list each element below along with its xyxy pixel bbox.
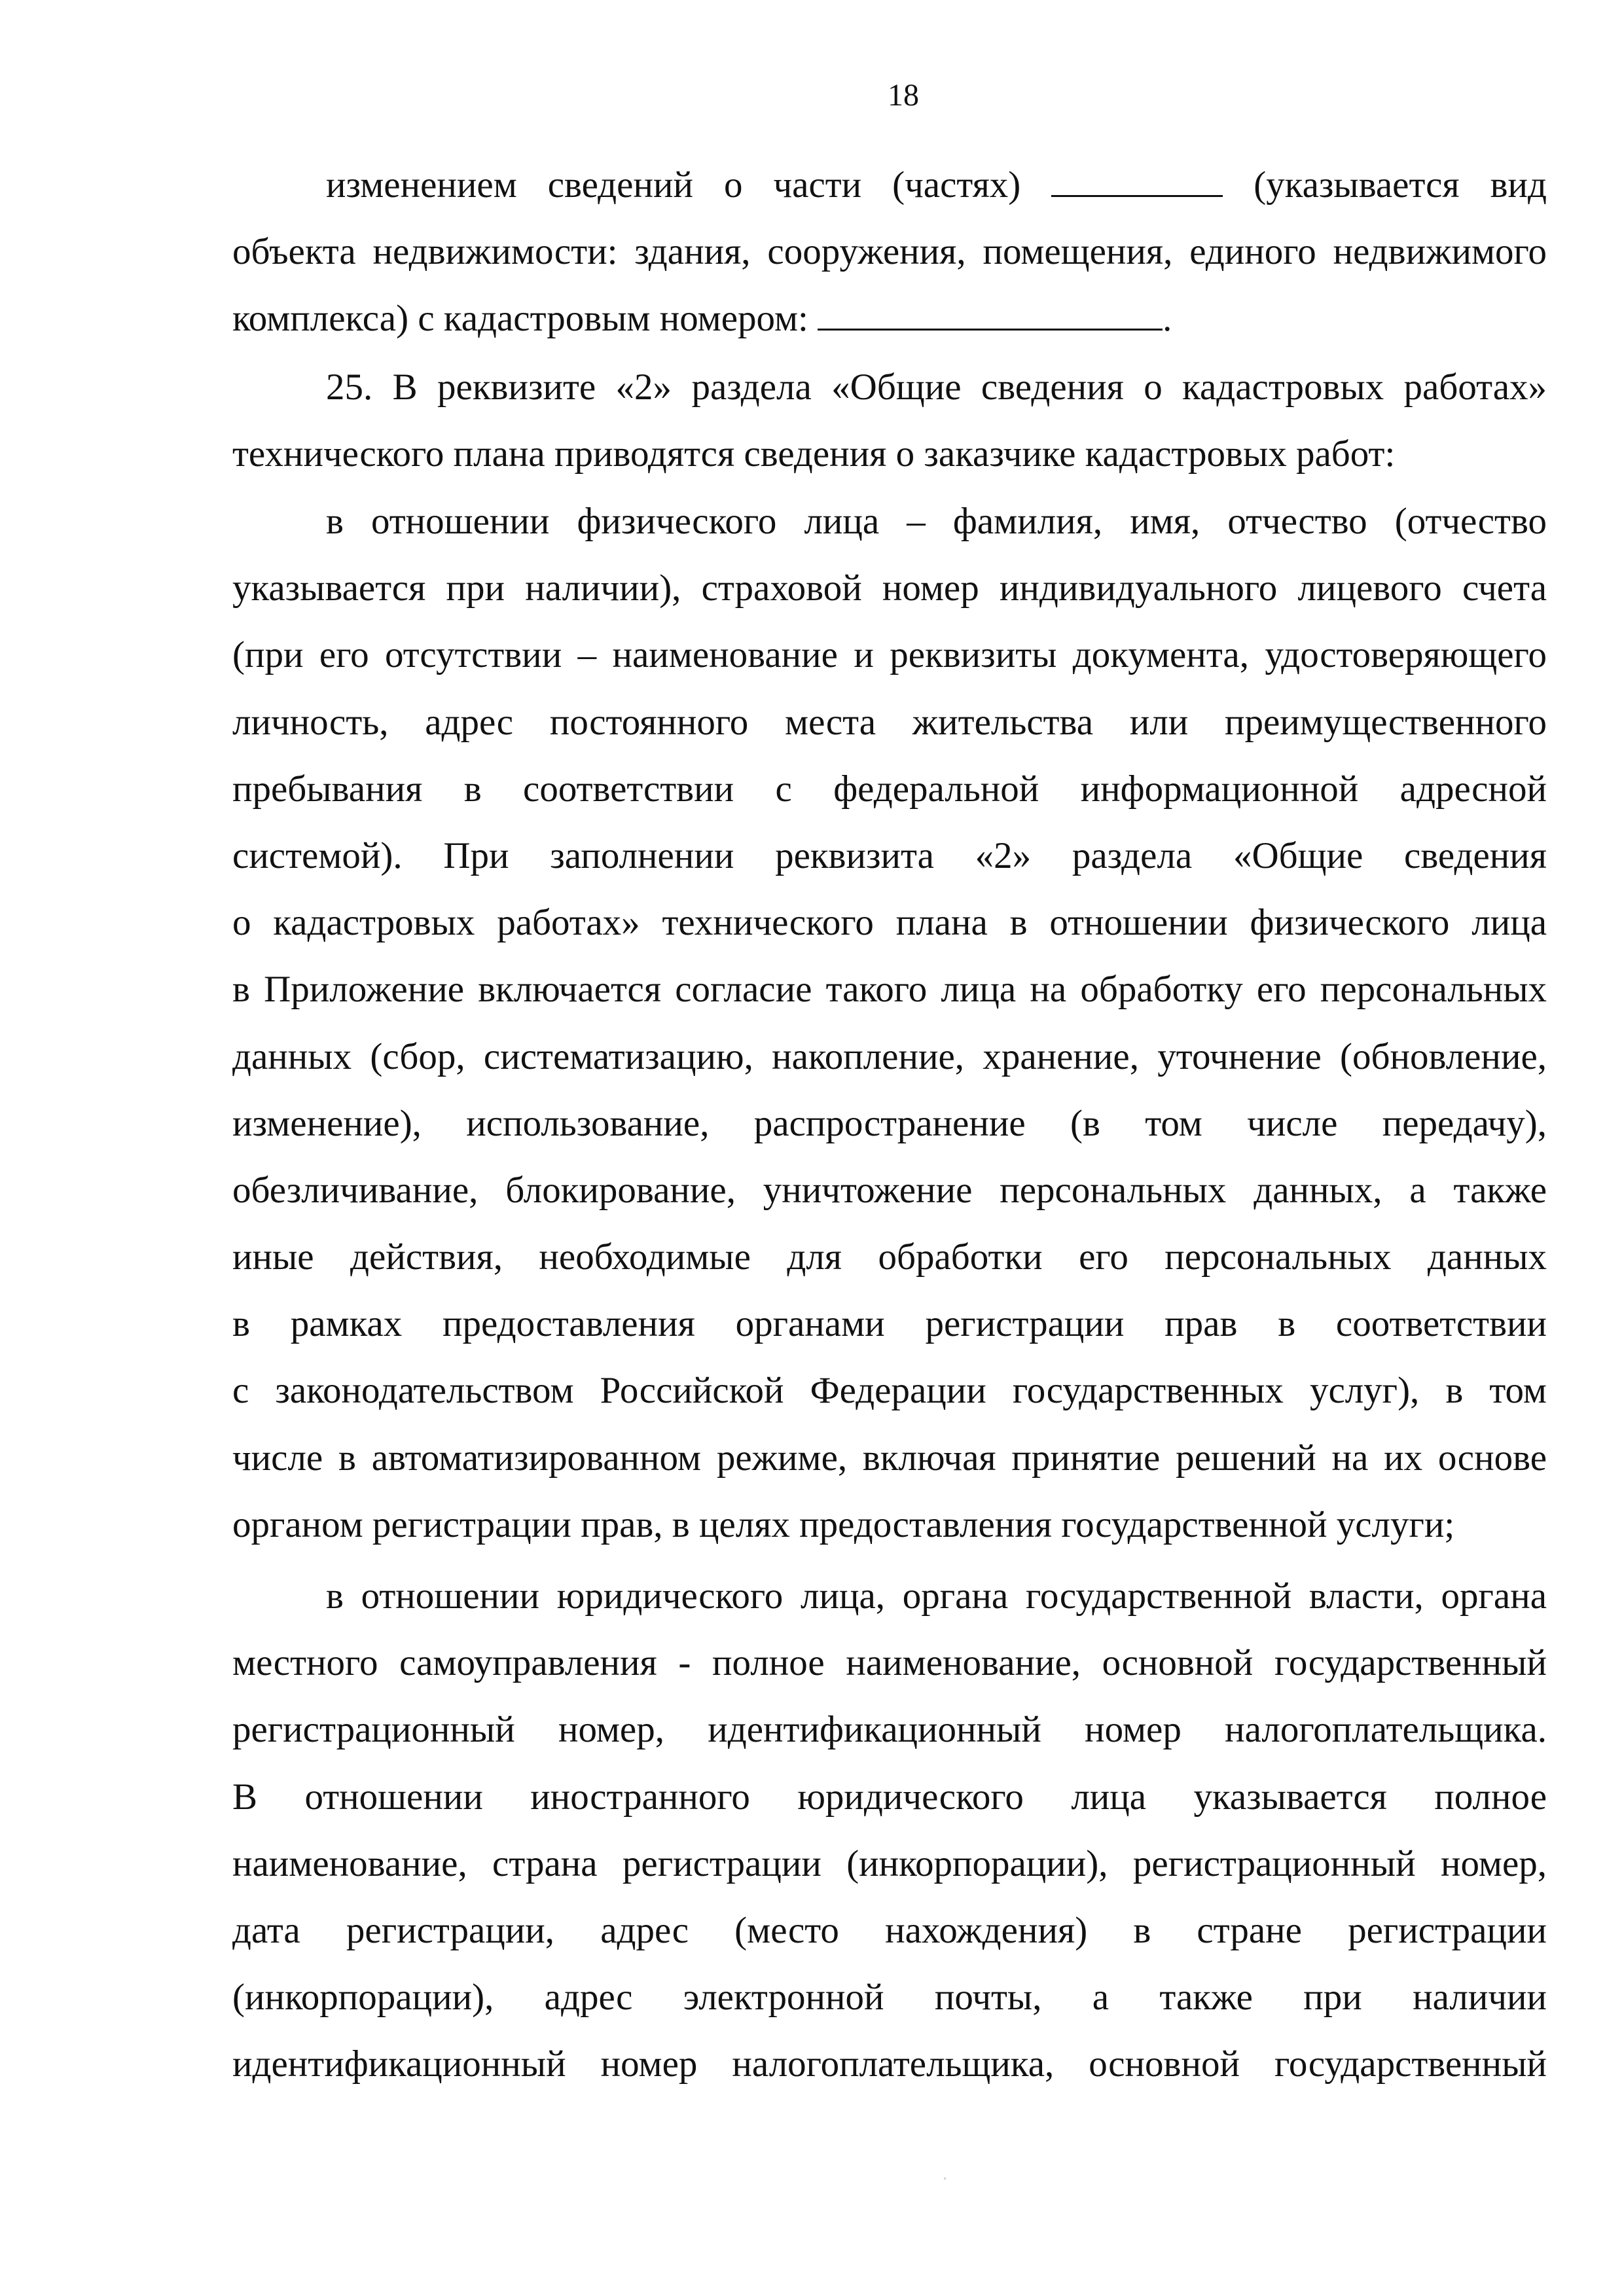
paragraph-3 — [232, 488, 1547, 1558]
text-line: обезличивание, блокирование, уничтожение персональных данных, а также — [232, 1169, 1547, 1211]
text-line: изменение), использование, распространение (в том числе передачу), — [232, 1102, 1547, 1144]
text-line: объекта недвижимости: здания, сооружения, помещения, единого недвижимого — [232, 231, 1547, 273]
text-line: 25. В реквизите «2» раздела «Общие сведения о кадастровых работах» — [326, 367, 1547, 408]
text-line: личность, адрес постоянного места жительства или преимущественного — [232, 701, 1547, 743]
text-line: технического плана приводятся сведения о заказчике кадастровых работ: — [232, 433, 1396, 475]
text-line: регистрационный номер, идентификационный номер налогоплательщика. — [232, 1709, 1547, 1751]
text-line: системой). При заполнении реквизита «2» раздела «Общие сведения — [232, 834, 1547, 876]
text-line: указывается при наличии), страховой номер индивидуального лицевого счета — [232, 567, 1547, 609]
text-line: наименование, страна регистрации (инкорпорации), регистрационный номер, — [232, 1842, 1547, 1884]
text-line: комплекса) с кадастровым номером: . — [232, 298, 1172, 340]
text-line: дата регистрации, адрес (место нахождения) в стране регистрации — [232, 1909, 1547, 1951]
text-line: данных (сбор, систематизацию, накопление, хранение, уточнение (обновление, — [232, 1035, 1547, 1077]
page-number: 18 — [888, 78, 919, 113]
text-line: изменением сведений о части (частях) (указывается вид — [326, 164, 1547, 206]
text-line: (при его отсутствии – наименование и реквизиты документа, удостоверяющего — [232, 634, 1547, 676]
blank-field — [818, 298, 1163, 331]
text-line: местного самоуправления - полное наименование, основной государственный — [232, 1642, 1547, 1684]
text-line: с законодательством Российской Федерации государственных услуг), в том — [232, 1370, 1547, 1412]
text-line: В отношении иностранного юридического лица указывается полное — [232, 1776, 1547, 1818]
paragraph-4 — [232, 1563, 1547, 2098]
text-line: числе в автоматизированном режиме, включая принятие решений на их основе — [232, 1437, 1547, 1479]
text-line: пребывания в соответствии с федеральной информационной адресной — [232, 768, 1547, 810]
paragraph-2 — [232, 354, 1547, 488]
text-line: иные действия, необходимые для обработки его персональных данных — [232, 1236, 1547, 1278]
text-line: в отношении физического лица – фамилия, имя, отчество (отчество — [326, 501, 1547, 542]
text-line: органом регистрации прав, в целях предоставления государственной услуги; — [232, 1503, 1455, 1545]
scan-artifact — [944, 2178, 946, 2179]
text-line: идентификационный номер налогоплательщика, основной государственный — [232, 2043, 1547, 2085]
text-line: в отношении юридического лица, органа государственной власти, органа — [326, 1575, 1547, 1617]
text-line: о кадастровых работах» технического плана в отношении физического лица — [232, 902, 1547, 944]
paragraph-1 — [232, 152, 1547, 353]
text-line: (инкорпорации), адрес электронной почты, а также при наличии — [232, 1977, 1547, 2018]
text-line: в Приложение включается согласие такого лица на обработку его персональных — [232, 969, 1547, 1011]
text-line: в рамках предоставления органами регистрации прав в соответствии — [232, 1303, 1547, 1345]
blank-field — [1051, 165, 1223, 197]
